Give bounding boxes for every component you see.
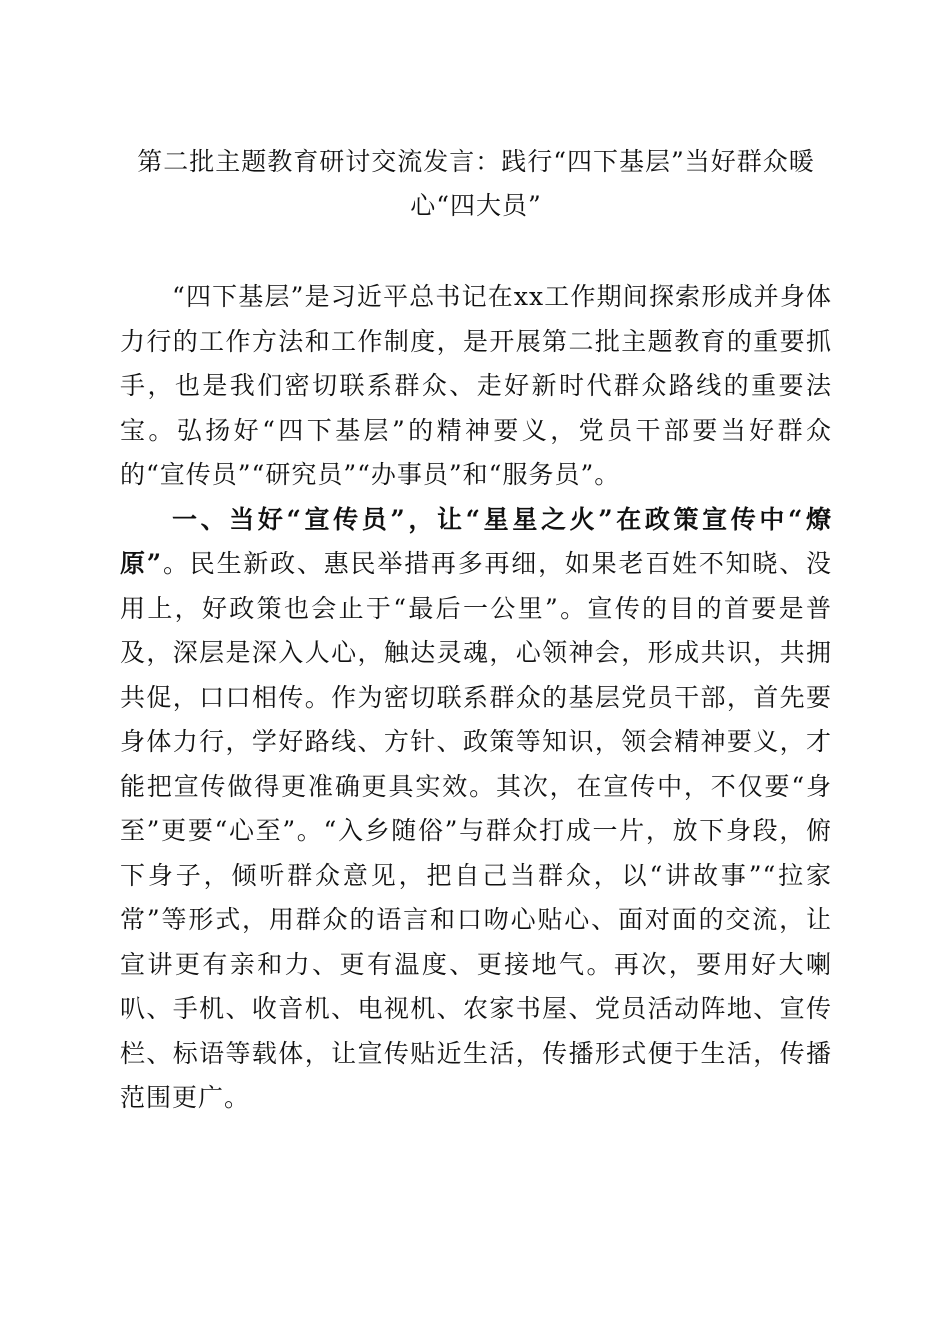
document-title: 第二批主题教育研讨交流发言：践行“四下基层”当好群众暖心“四大员” [137, 147, 815, 220]
section-1-heading: 一、当好“宣传员”，让“星星之火”在政策宣传中“燎原” [120, 504, 832, 578]
section-1-text: 。民生新政、惠民举措再多再细，如果老百姓不知晓、没用上，好政策也会止于“最后一公里”。宣传的目的首要是普及，深层是深入人心，触达灵魂，心领神会，形成共识，共拥共促，口口相传。作为密切联系群众的基层党员干部，首先要身体力行，学好路线、方针、政策等知识，领会精神要义，才能把宣传做得更准确更具实效。其次，在宣传中，不仅要“身至”更要“心至”。“入乡随俗”与群众打成一片，放下身段，俯下身子，倾听群众意见，把自己当群众，以“讲故事”“拉家常”等形式，用群众的语言和口吻心贴心、面对面的交流，让宣讲更有亲和力、更有温度、更接地气。再次，要用好大喇叭、手机、收音机、电视机、农家书屋、党员活动阵地、宣传栏、标语等载体，让宣传贴近生活，传播形式便于生活，传播范围更广。 [120, 549, 832, 1112]
intro-paragraph: “四下基层”是习近平总书记在xx工作期间探索形成并身体力行的工作方法和工作制度，是开展第二批主题教育的重要抓手，也是我们密切联系群众、走好新时代群众路线的重要法宝。弘扬好“四下基层”的精神要义，党员干部要当好群众的“宣传员”“研究员”“办事员”和“服务员”。 [120, 282, 832, 489]
section-1-paragraph [120, 498, 832, 1121]
document-body [120, 275, 832, 1121]
